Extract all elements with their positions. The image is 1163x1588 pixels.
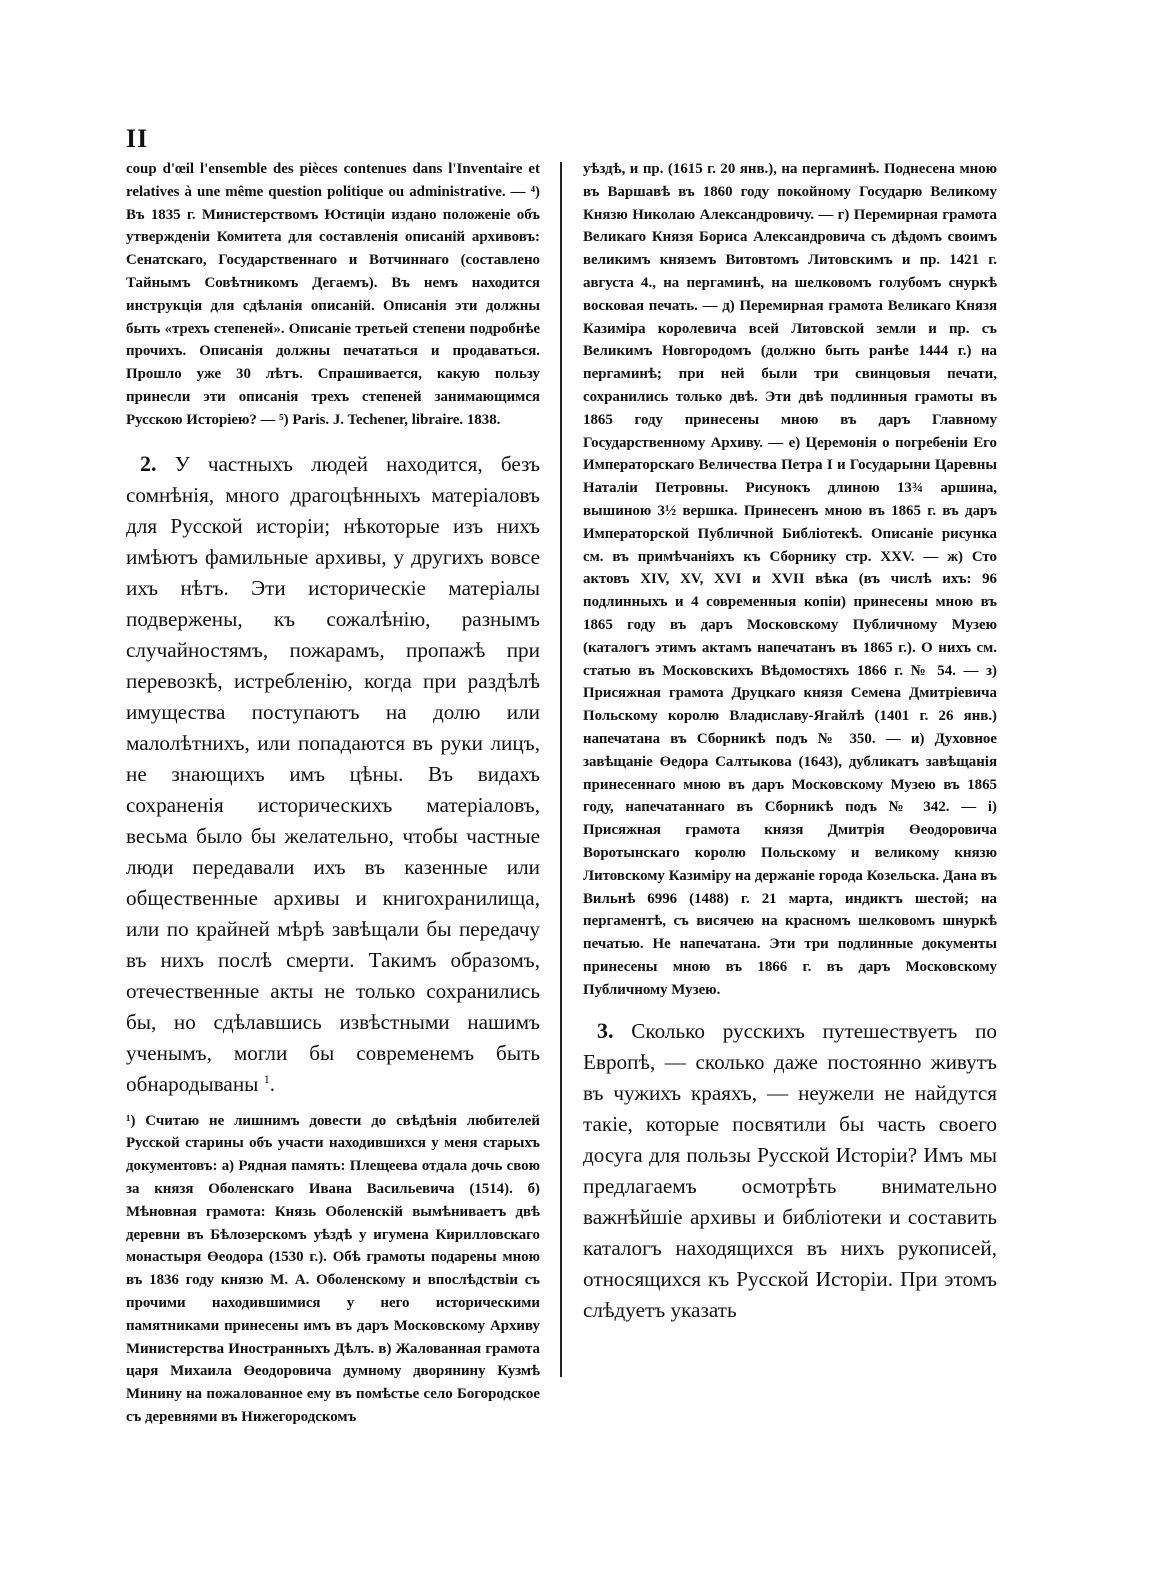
paragraph-2: 2. У частныхъ людей находится, безъ сомнѣнія, много драгоцѣнныхъ матеріаловъ для Русской исторіи; нѣкоторые изъ нихъ имѣютъ фамильные архивы, у другихъ вовсе ихъ нѣтъ. Эти историческіе матеріалы подвержены, къ сожалѣнію, разнымъ случайностямъ, пожарамъ, пропажѣ при перевозкѣ, истребленію, когда при раздѣлѣ имущества поступаютъ на долю или малолѣтнихъ, или попадаются въ руки лицъ, не знающихъ имъ цѣны. Въ видахъ сохраненія историческихъ матеріаловъ, весьма было бы желательно, чтобы частные люди передавали ихъ въ казенные или общественные архивы и книгохранилища, или по крайней мѣрѣ завѣщали бы передачу въ нихъ послѣ смерти. Такимъ образомъ, отечественные акты не только сохранились бы, но сдѣлавшись извѣстными нашимъ ученымъ, могли бы современемъ быть обнародываны $^1$.: [126, 450, 541, 1096]
paragraph-text: У частныхъ людей находится, безъ сомнѣнія, много драгоцѣнныхъ матеріаловъ для Русской исторіи; нѣкоторые изъ нихъ имѣютъ фамильные архивы, у другихъ вовсе ихъ нѣтъ. Эти историческіе матеріалы подвержены, къ сожалѣнію, разнымъ случайностямъ, пожарамъ, пропажѣ при перевозкѣ, истребленію, когда при раздѣлѣ имущества поступаютъ на долю или малолѣтнихъ, или попадаются въ руки лицъ, не знающихъ имъ цѣны. Въ видахъ сохраненія историческихъ матеріаловъ, весьма было бы желательно, чтобы частные люди передавали ихъ въ казенные или общественные архивы и книгохранилища, или по крайней мѣрѣ завѣщали бы передачу въ нихъ послѣ смерти. Такимъ образомъ, отечественные акты не только сохранились бы, но сдѣлавшись извѣстными нашимъ ученымъ, могли бы современемъ быть обнародываны: [126, 451, 541, 1096]
footnote-continuation-right: уѣздѣ, и пр. (1615 г. 20 янв.), на пергаминѣ. Поднесена мною въ Варшавѣ въ 1860 году покойному Государю Великому Князю Николаю Александровичу. — г) Перемирная грамота Великаго Князя Бориса Александровича съ дѣдомъ своимъ великимъ княземъ Витовтомъ Литовскимъ и пр. 1421 г. августа 4., на пергаминѣ, на шелковомъ голубомъ снуркѣ восковая печать. — д) Перемирная грамота Великаго Князя Казиміра королевича всей Литовской земли и пр. съ Великимъ Новгородомъ (должно быть ранѣе 1444 г.) на пергаминѣ; при ней были три свинцовыя печати, сохранились только двѣ. Эти двѣ подлинныя грамоты въ 1865 году принесены мною въ даръ Главному Государственному Архиву. — е) Церемонія о погребеніи Его Императорскаго Величества Петра I и Государыни Царевны Наталіи Петровны. Рисунокъ длиною 13¾ аршина, вышиною 3½ вершка. Принесенъ мною въ 1865 г. въ даръ Императорской Публичной Библіотекѣ. Описаніе рисунка см. въ примѣчаніяхъ къ Сборнику стр. XXV. — ж) Сто актовъ XIV, XV, XVI и XVII вѣка (въ числѣ ихъ: 96 подлинныхъ и 4 современныя копіи) принесены мною въ 1865 году въ даръ Московскому Публичному Музею (каталогъ этимъ актамъ напечатанъ въ 1865 г.). О нихъ см. статью въ Московскихъ Вѣдомостяхъ 1866 г. № 54. — з) Присяжная грамота Друцкаго князя Семена Дмитріевича Польскому королю Владиславу-Ягайлѣ (1401 г. 26 янв.) напечатана въ Сборникѣ подъ № 350. — и) Духовное завѣщаніе Өедора Салтыкова (1643), дубликатъ завѣщанія принесеннаго мною въ даръ Московскому Музею въ 1865 году, напечатаннаго въ Сборникѣ подъ № 342. — і) Присяжная грамота князя Дмитрія Өеодоровича Воротынскаго королю Польскому и великому князю Литовскому Казиміру на держаніе города Козельска. Дана въ Вильнѣ 6996 (1488) г. 21 марта, индиктъ шестой; на пергаментѣ, съ висячею на красномъ шелковомъ шнуркѣ печатью. Не напечатана. Эти три подлинные документы принесены мною въ 1866 г. въ даръ Московскому Публичному Музею.: [583, 161, 997, 998]
paragraph-3: [583, 1015, 997, 1326]
footnote-mark: 1: [263, 1071, 270, 1086]
right-column: [583, 158, 997, 1326]
column-divider: [560, 162, 562, 1377]
paragraph-number: 3.: [597, 1018, 614, 1044]
left-column: [126, 158, 540, 1429]
footnote-1: ¹) Считаю не лишнимъ довести до свѣдѣнія любителей Русской старины объ участи находившихся у меня старыхъ документовъ: а) Рядная память: Плещеева отдала дочь свою за князя Оболенскаго Ивана Васильевича (1514). б) Мѣновная грамота: Князь Оболенскій вымѣниваетъ двѣ деревни въ Бѣлозерскомъ уѣздѣ у игумена Кирилловскаго монастыря Өеодора (1530 г.). Обѣ грамоты подарены мною въ 1836 году князю М. А. Оболенскому и впослѣдствіи съ прочими находившимися у него историческими памятниками принесены имъ въ даръ Московскому Архиву Министерства Иностранныхъ Дѣлъ. в) Жалованная грамота царя Михаила Өеодоровича думному дворянину Кузмѣ Минину на пожалованное ему въ помѣстье село Богородское съ деревнями въ Нижегородскомъ: [126, 1112, 540, 1425]
paragraph-text: Сколько русскихъ путешествуетъ по Европѣ, — сколько даже постоянно живутъ въ чужихъ краяхъ, — неужели не найдутся такіе, которые посвятили бы часть своего досуга для пользы Русской Исторіи? Имъ мы предлагаемъ осмотрѣть внимательно важнѣйшіе архивы и библіотеки и составить каталогъ находящихся въ нихъ рукописей, относящихся къ Русской Исторіи. При этомъ слѣдуетъ указать: [583, 1019, 998, 1323]
footnote-continuation: coup d'œil l'ensemble des pièces contenues dans l'Inventaire et relatives à une même question politique ou administrative. — ⁴) Въ 1835 г. Министерствомъ Юстиціи издано положеніе объ утвержденіи Комитета для составленія описаній архивовъ: Сенатскаго, Государственнаго и Вотчиннаго (составлено Тайнымъ Совѣтникомъ Дегаемъ). Въ немъ находится инструкція для сдѣланія описаній. Описанія эти должны быть «трехъ степеней». Описаніе третьей степени подробнѣе прочихъ. Описанія должны печататься и продаваться. Прошло уже 30 лѣтъ. Спрашивается, какую пользу принесли эти описанія трехъ степеней занимающимся Русскою Исторіею? — ⁵) Paris. J. Techener, libraire. 1838.: [126, 161, 540, 428]
paragraph-number: 2.: [140, 450, 157, 476]
page-number: II: [126, 124, 149, 153]
